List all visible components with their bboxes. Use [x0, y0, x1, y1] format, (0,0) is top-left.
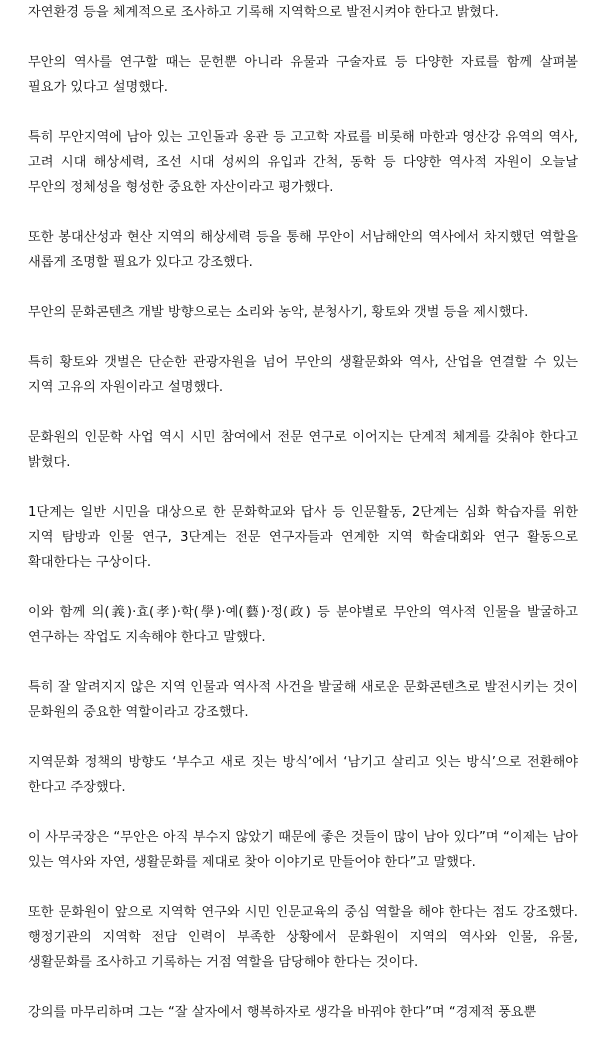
- paragraph: 이와 함께 의(義)·효(孝)·학(學)·예(藝)·정(政) 등 분야별로 무안의 역사적 인물을 발굴하고 연구하는 작업도 지속해야 한다고 말했다.: [28, 605, 578, 645]
- paragraph: 자연환경 등을 체계적으로 조사하고 기록해 지역학으로 발전시켜야 한다고 밝혔다.: [28, 5, 499, 20]
- paragraph: 특히 무안지역에 남아 있는 고인돌과 옹관 등 고고학 자료를 비롯해 마한과 영산강 유역의 역사, 고려 시대 해상세력, 조선 시대 성씨의 유입과 간척, 동학 등 다양한 역사적 자원이 오늘날 무안의 정체성을 형성한 중요한 자산이라고 평가했다.: [28, 130, 578, 195]
- paragraph: 무안의 문화콘텐츠 개발 방향으로는 소리와 농악, 분청사기, 황토와 갯벌 등을 제시했다.: [28, 305, 529, 320]
- paragraph: 특히 잘 알려지지 않은 지역 인물과 역사적 사건을 발굴해 새로운 문화콘텐츠로 발전시키는 것이 문화원의 중요한 역할이라고 강조했다.: [28, 680, 578, 720]
- paragraph: 또한 문화원이 앞으로 지역학 연구와 시민 인문교육의 중심 역할을 해야 한다는 점도 강조했다. 행정기관의 지역학 전담 인력이 부족한 상황에서 문화원이 지역의 역사와 인물, 유물, 생활문화를 조사하고 기록하는 거점 역할을 담당해야 한다는 것이다.: [28, 905, 578, 970]
- paragraph: 지역문화 정책의 방향도 ‘부수고 새로 짓는 방식’에서 ‘남기고 살리고 잇는 방식’으로 전환해야 한다고 주장했다.: [28, 755, 578, 795]
- paragraph: 특히 황토와 갯벌은 단순한 관광자원을 넘어 무안의 생활문화와 역사, 산업을 연결할 수 있는 지역 고유의 자원이라고 설명했다.: [28, 355, 578, 395]
- paragraph: 무안의 역사를 연구할 때는 문헌뿐 아니라 유물과 구술자료 등 다양한 자료를 함께 살펴볼 필요가 있다고 설명했다.: [28, 55, 578, 95]
- paragraph: 또한 봉대산성과 현산 지역의 해상세력 등을 통해 무안이 서남해안의 역사에서 차지했던 역할을 새롭게 조명할 필요가 있다고 강조했다.: [28, 230, 578, 270]
- paragraph: 1단계는 일반 시민을 대상으로 한 문화학교와 답사 등 인문활동, 2단계는 심화 학습자를 위한 지역 탐방과 인물 연구, 3단계는 전문 연구자들과 연계한 지역 학술대회와 연구 활동으로 확대한다는 구상이다.: [28, 505, 578, 570]
- paragraph: 강의를 마무리하며 그는 “잘 살자에서 행복하자로 생각을 바꿔야 한다”며 “경제적 풍요뿐: [28, 1005, 537, 1020]
- paragraph: 문화원의 인문학 사업 역시 시민 참여에서 전문 연구로 이어지는 단계적 체계를 갖춰야 한다고 밝혔다.: [28, 430, 578, 470]
- paragraph: 이 사무국장은 “무안은 아직 부수지 않았기 때문에 좋은 것들이 많이 남아 있다”며 “이제는 남아 있는 역사와 자연, 생활문화를 제대로 찾아 이야기로 만들어야 한다”고 말했다.: [28, 830, 578, 870]
